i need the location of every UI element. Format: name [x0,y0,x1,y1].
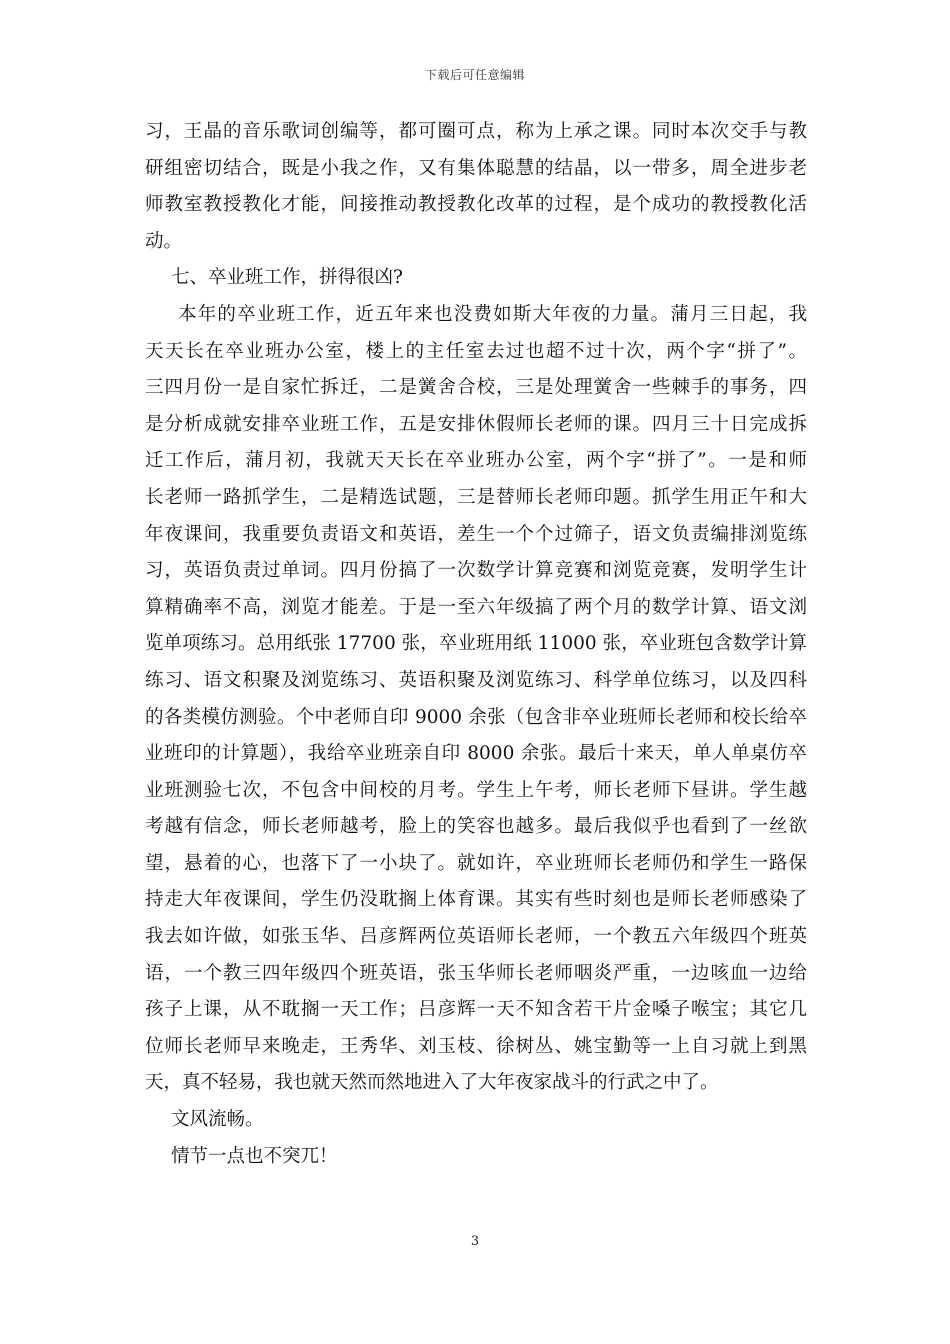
text-line: 长老师一路抓学生，二是精选试题，三是替师长老师印题。抓学生用正午和大 [145,486,807,508]
text-line: 望，悬着的心，也落下了一小块了。就如许，卒业班师长老师仍和学生一路保 [145,852,807,874]
page-number: 3 [470,1234,480,1249]
text-line: 年夜课间，我重要负责语文和英语，差生一个个过筛子，语文负责编排浏览练 [145,523,807,545]
text-line: 我去如许做，如张玉华、吕彦辉两位英语师长老师，一个教五六年级四个班英 [145,926,807,948]
section-heading: 七、卒业班工作，拼得很凶? [171,267,403,289]
comment-line: 文风流畅。 [171,1109,264,1131]
text-line: 迁工作后，蒲月初，我就天天长在卒业班办公室，两个字“拼了”。一是和师 [145,450,807,472]
comment-line: 情节一点也不突兀！ [171,1145,338,1167]
text-line: 师教室教授教化才能，间接推动教授教化改革的过程，是个成功的教授教化活 [145,194,807,216]
text-line: 业班印的计算题），我给卒业班亲自印 8000 余张。最后十来天，单人单桌仿卒 [145,743,807,765]
text-line: 持走大年夜课间，学生仍没耽搁上体育课。其实有些时刻也是师长老师感染了 [145,889,807,911]
text-line: 本年的卒业班工作，近五年来也没费如斯大年夜的力量。蒲月三日起，我 [178,303,807,325]
text-line: 三四月份一是自家忙拆迁，二是黉舍合校，三是处理黉舍一些棘手的事务，四 [145,377,807,399]
text-line: 的各类模仿测验。个中老师自印 9000 余张（包含非卒业班师长老师和校长给卒 [145,706,807,728]
text-line: 位师长老师早来晚走，王秀华、刘玉枝、徐树丛、姚宝勤等一上自习就上到黑 [145,1035,807,1057]
text-line: 览单项练习。总用纸张 17700 张，卒业班用纸 11000 张，卒业班包含数学计算 [145,633,807,655]
page-header: 下载后可任意编辑 [424,68,525,82]
text-line: 研组密切结合，既是小我之作，又有集体聪慧的结晶，以一带多，周全进步老 [145,157,807,179]
text-line: 天天长在卒业班办公室，楼上的主任室去过也超不过十次，两个字“拼了”。 [145,340,807,362]
text-line: 孩子上课，从不耽搁一天工作；吕彦辉一天不知含若干片金嗓子喉宝；其它几 [145,999,807,1021]
text-line: 习，英语负责过单词。四月份搞了一次数学计算竞赛和浏览竞赛，发明学生计 [145,560,807,582]
text-line: 算精确率不高，浏览才能差。于是一至六年级搞了两个月的数学计算、语文浏 [145,596,807,618]
text-line: 动。 [145,230,183,252]
text-line: 天，真不轻易，我也就天然而然地进入了大年夜家战斗的行武之中了。 [145,1072,719,1094]
text-line: 练习、语文积聚及浏览练习、英语积聚及浏览练习、科学单位练习，以及四科 [145,669,807,691]
text-line: 考越有信念，师长老师越考，脸上的笑容也越多。最后我似乎也看到了一丝欲 [145,816,807,838]
text-line: 语，一个教三四年级四个班英语，张玉华师长老师咽炎严重，一边咳血一边给 [145,962,807,984]
text-line: 习，王晶的音乐歌词创编等，都可圈可点，称为上承之课。同时本次交手与教 [145,121,807,142]
text-line: 是分析成就安排卒业班工作，五是安排休假师长老师的课。四月三十日完成拆 [145,413,807,435]
text-line: 业班测验七次，不包含中间校的月考。学生上午考，师长老师下昼讲。学生越 [145,779,807,801]
document-body [145,114,807,1175]
